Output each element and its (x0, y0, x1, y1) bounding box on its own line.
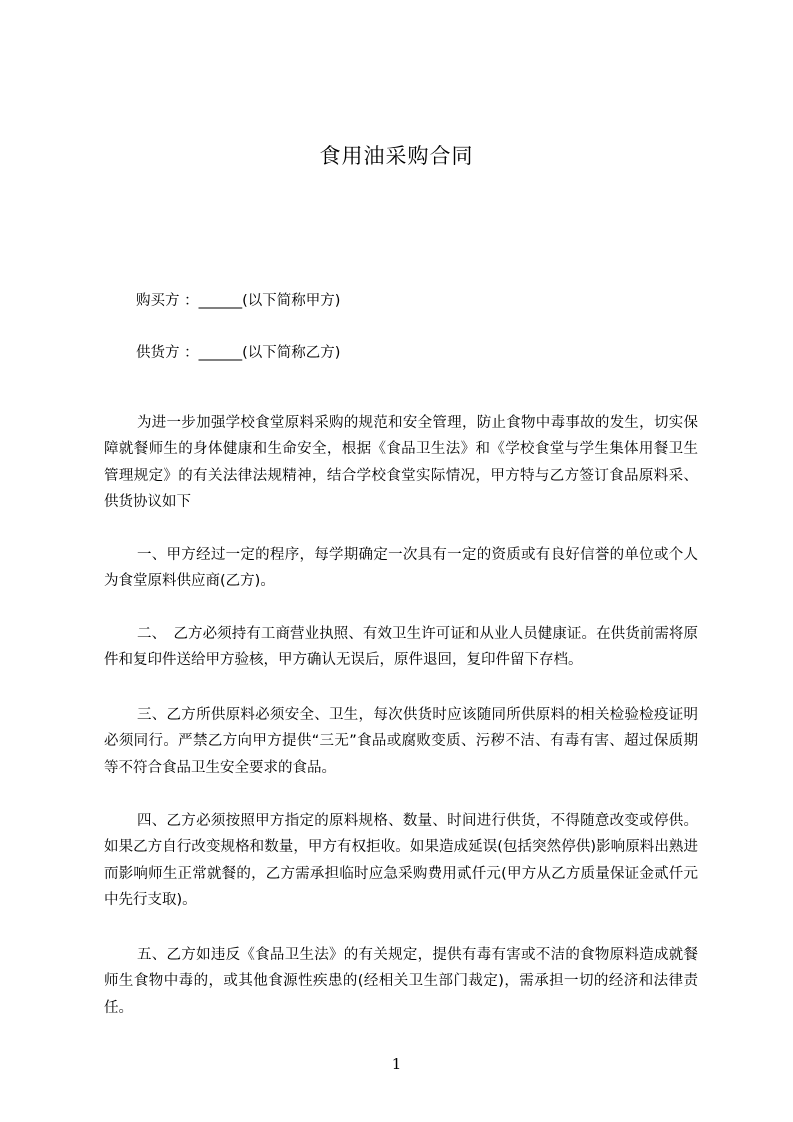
preamble-paragraph: 为进一步加强学校食堂原料采购的规范和安全管理，防止食物中毒事故的发生，切实保障就餐师生的身体健康和生命安全，根据《食品卫生法》和《学校食堂与学生集体用餐卫生管理规定》的有关法律法规精神，结合学校食堂实际情况，甲方特与乙方签订食品原料采、供货协议如下 (104, 414, 698, 510)
page-number: 1 (391, 1055, 402, 1073)
clause-1-paragraph: 一、甲方经过一定的程序，每学期确定一次具有一定的资质或有良好信誉的单位或个人为食堂原料供应商(乙方)。 (104, 546, 698, 589)
clause-2-paragraph: 二、 乙方必须持有工商营业执照、有效卫生许可证和从业人员健康证。在供货前需将原件和复印件送给甲方验核，甲方确认无误后，原件退回，复印件留下存档。 (104, 625, 698, 668)
buyer-line: 购买方 ：______(以下简称甲方) (136, 293, 341, 309)
clause-3-paragraph: 三、乙方所供原料必须安全、卫生，每次供货时应该随同所供原料的相关检验检疫证明必须同行。严禁乙方向甲方提供“三无”食品或腐败变质、污秽不洁、有毒有害、超过保质期等不符合食品卫生安全要求的食品。 (104, 706, 698, 776)
supplier-line: 供货方 ：______(以下简称乙方) (136, 345, 341, 361)
clause-5-paragraph: 五、乙方如违反《食品卫生法》的有关规定，提供有毒有害或不洁的食物原料造成就餐师生食物中毒的，或其他食源性疾患的(经相关卫生部门裁定)，需承担一切的经济和法律责任。 (104, 946, 698, 1016)
clause-4-paragraph: 四、乙方必须按照甲方指定的原料规格、数量、时间进行供货，不得随意改变或停供。如果乙方自行改变规格和数量，甲方有权拒收。如果造成延误(包括突然停供)影响原料出熟进而影响师生正常就餐的，乙方需承担临时应急采购费用贰仟元(甲方从乙方质量保证金贰仟元中先行支取)。 (104, 812, 698, 908)
document-title: 食用油采购合同 (319, 144, 474, 168)
